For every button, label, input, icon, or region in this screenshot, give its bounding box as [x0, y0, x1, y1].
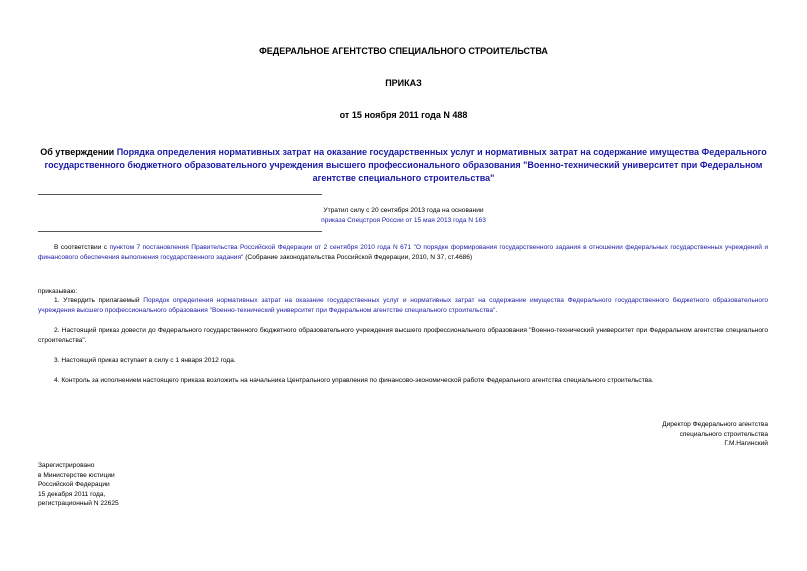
signature-title-line2: специального строительства [679, 430, 768, 438]
title-divider [38, 194, 322, 195]
registration-line-3: Российской Федерации [38, 481, 110, 488]
preamble-link[interactable]: пунктом 7 постановления Правительства Российской Федерации от 2 сентября 2010 года N 671 "О порядке формирования государственного задания в отношении федеральных государственных учреждений и финансового обеспечения выполнения государственного задания" [38, 244, 768, 261]
document-type: ПРИКАЗ [385, 78, 422, 88]
signature-block [560, 420, 768, 449]
lost-force-note [300, 206, 507, 225]
lost-force-text: Утратил силу с 20 сентября 2013 года на основании [323, 207, 484, 214]
order-word: приказываю: [38, 288, 78, 295]
item-3-paragraph: 3. Настоящий приказ вступает в силу с 1 января 2012 года. [54, 357, 236, 364]
document-title [40, 146, 767, 185]
lost-force-link[interactable]: приказа Спецстроя России от 15 мая 2013 года N 163 [321, 216, 486, 224]
document-date-number: от 15 ноября 2011 года N 488 [339, 110, 468, 120]
preamble-suffix: (Собрание законодательства Российской Федерации, 2010, N 37, ст.4686) [243, 253, 473, 261]
preamble-prefix: В соответствии с [54, 244, 110, 251]
signature-name: Г.М.Нагинский [724, 440, 768, 447]
registration-line-5: регистрационный N 22625 [38, 500, 119, 507]
item-1-paragraph [38, 296, 768, 315]
item-1-suffix: . [495, 306, 498, 314]
item-1-link[interactable]: Порядок определения нормативных затрат на оказание государственных услуг и нормативных затрат на содержание имущества Федерального государственного бюджетного образовательного учреждения высшего профессионального образования "Военно-технический университет при Федеральном агентстве специального строительства" [38, 297, 768, 314]
registration-block [38, 461, 238, 509]
item-1-prefix: 1. Утвердить прилагаемый [54, 297, 144, 304]
signature-title-line1: Директор Федерального агентства [662, 421, 768, 428]
preamble-paragraph [38, 243, 768, 262]
item-4-paragraph: 4. Контроль за исполнением настоящего приказа возложить на начальника Центрального управления по финансово-экономической работе Федерального агентства специального строительства. [54, 377, 654, 384]
agency-name: ФЕДЕРАЛЬНОЕ АГЕНТСТВО СПЕЦИАЛЬНОГО СТРОИТЕЛЬСТВА [259, 46, 548, 56]
registration-line-2: в Министерстве юстиции [38, 471, 115, 479]
note-divider [38, 231, 322, 232]
title-link[interactable]: Порядка определения нормативных затрат на оказание государственных услуг и нормативных затрат на содержание имущества Федерального государственного бюджетного образовательного учреждения высшего профессионального образования "Военно-технический университет при Федеральном агентстве специального строительства" [44, 147, 767, 183]
registration-line-1: Зарегистрировано [38, 462, 95, 469]
item-2-paragraph: 2. Настоящий приказ довести до Федерального государственного бюджетного образовательного учреждения высшего профессионального образования "Военно-технический университет при Федеральном агентстве специального строительства". [38, 327, 768, 344]
registration-line-4: 15 декабря 2011 года, [38, 490, 106, 498]
title-prefix: Об утверждении [40, 147, 117, 157]
